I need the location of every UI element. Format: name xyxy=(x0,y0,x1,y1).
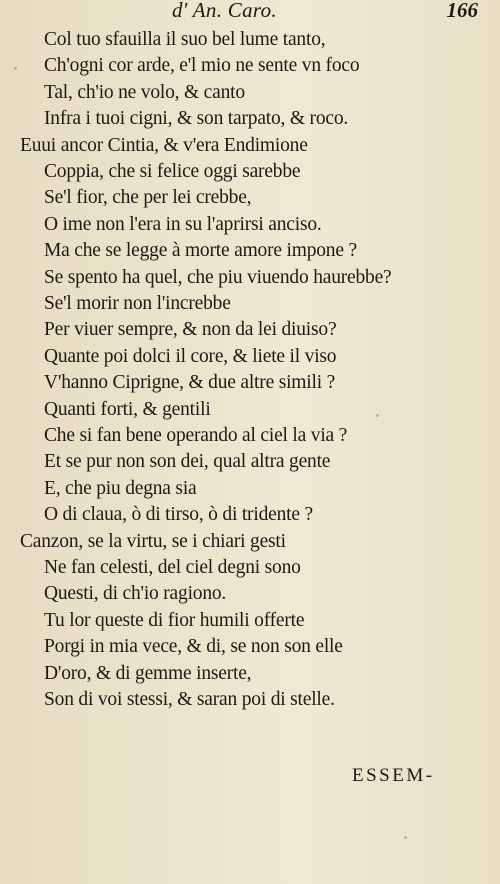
verse-line: Questi, di ch'io ragiono. xyxy=(44,583,227,605)
verse-line: Tal, ch'io ne volo, & canto xyxy=(44,81,245,103)
paper-speck xyxy=(14,67,17,70)
verse-line: O di claua, ò di tirso, ò di tridente ? xyxy=(44,504,313,526)
verse-line: Coppia, che si felice oggi sarebbe xyxy=(44,161,301,182)
verse-line: E, che piu degna sia xyxy=(44,477,197,499)
verse-line: Ne fan celesti, del ciel degni sono xyxy=(44,557,301,578)
verse-line: Porgi in mia vece, & di, se non son elle xyxy=(44,636,343,658)
verse-line: V'hanno Ciprigne, & due altre simili ? xyxy=(44,372,336,394)
catchword: ESSEM- xyxy=(352,765,435,786)
page-number: 166 xyxy=(446,0,478,22)
verse-line: Se spento ha quel, che piu viuendo haurebbe? xyxy=(44,266,392,288)
verse-line: Col tuo sfauilla il suo bel lume tanto, xyxy=(44,29,326,50)
verse-line: Euui ancor Cintia, & v'era Endimione xyxy=(20,134,308,156)
running-title: d' An. Caro. xyxy=(172,0,277,22)
verse-line: Quante poi dolci il core, & liete il viso xyxy=(44,345,337,367)
verse-line: O ime non l'era in su l'aprirsi anciso. xyxy=(44,213,322,235)
verse-line: Tu lor queste di fior humili offerte xyxy=(44,609,305,631)
paper-speck xyxy=(404,836,407,839)
verse-line: Quanti forti, & gentili xyxy=(44,398,211,420)
verse-line: Se'l fior, che per lei crebbe, xyxy=(44,187,252,209)
verse-line: Per viuer sempre, & non da lei diuiso? xyxy=(44,319,337,341)
paper-speck xyxy=(376,414,379,417)
verse-line: Ma che se legge à morte amore impone ? xyxy=(44,240,357,262)
verse-line: Se'l morir non l'increbbe xyxy=(44,293,231,314)
verse-line: D'oro, & di gemme inserte, xyxy=(44,662,252,684)
verse-line: Ch'ogni cor arde, e'l mio ne sente vn foco xyxy=(44,55,360,77)
verse-line: Son di voi stessi, & saran poi di stelle. xyxy=(44,689,335,710)
verse-line: Infra i tuoi cigni, & son tarpato, & roco. xyxy=(44,108,349,130)
verse-line: Et se pur non son dei, qual altra gente xyxy=(44,451,331,473)
verse-line: Canzon, se la virtu, se i chiari gesti xyxy=(20,530,286,552)
verse-line: Che si fan bene operando al ciel la via ? xyxy=(44,425,348,446)
